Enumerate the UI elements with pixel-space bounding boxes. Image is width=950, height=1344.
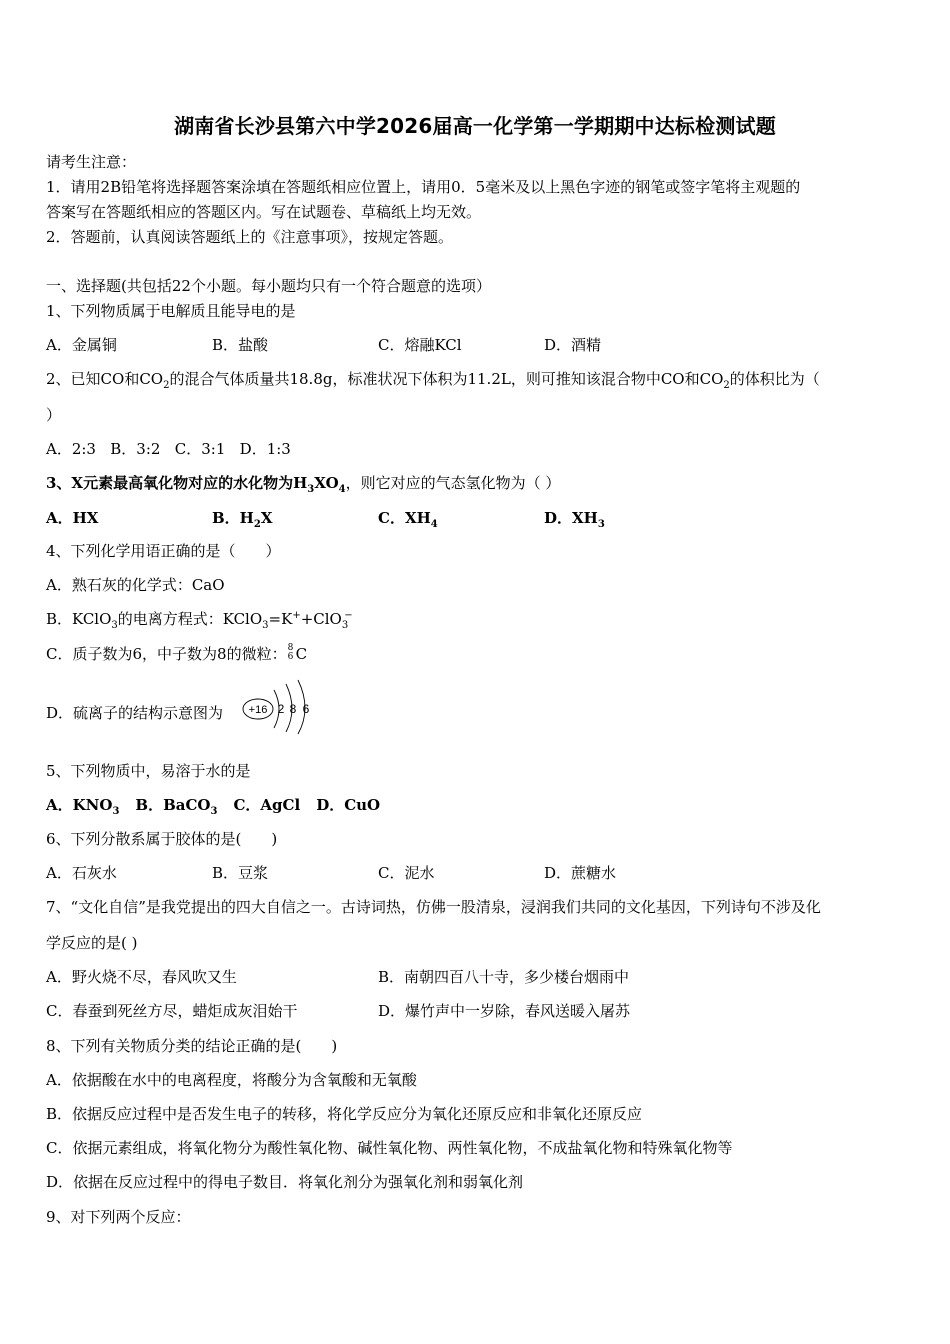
question-8-option-a: A．依据酸在水中的电离程度，将酸分为含氧酸和无氧酸 <box>46 1071 417 1089</box>
page-title: 湖南省长沙县第六中学2026届高一化学第一学期期中达标检测试题 <box>174 114 776 138</box>
q3-b-part-2: X <box>260 509 273 527</box>
notice-item-1-line-1: 1．请用2B铅笔将选择题答案涂填在答题纸相应位置上，请用0．5毫米及以上黑色字迹的钢笔或签字笔将主观题的 <box>46 178 801 196</box>
question-3-option-b <box>212 508 272 528</box>
question-6-option-d: D．蔗糖水 <box>544 864 617 882</box>
question-3-option-a: A．HX <box>46 509 99 527</box>
question-7-option-d: D．爆竹声中一岁除，春风送暖入屠苏 <box>378 1002 631 1020</box>
question-4-option-c <box>46 644 307 664</box>
question-4-option-b <box>46 609 353 629</box>
q4-b-part-1: B．KClO <box>46 610 112 628</box>
question-1-option-d: D．酒精 <box>544 336 602 354</box>
question-7-option-c: C．春蚕到死丝方尽，蜡炬成灰泪始干 <box>46 1002 298 1020</box>
q2-subscript-2: 2 <box>723 380 730 391</box>
q2-stem-part-1: 2、已知CO和CO <box>46 370 164 388</box>
question-3-stem <box>46 473 560 493</box>
q5-option-b: B．BaCO <box>135 796 211 814</box>
q2-stem-part-3: 的体积比为（ <box>729 370 820 388</box>
shell-3-electrons: 6 <box>302 702 310 716</box>
q4-c-mass-number: 8 <box>287 643 294 653</box>
question-5-stem: 5、下列物质中，易溶于水的是 <box>46 762 251 780</box>
question-1-option-c: C．熔融KCl <box>378 336 462 354</box>
shell-1-electrons: 2 <box>277 702 285 716</box>
q4-c-element: C <box>295 645 308 663</box>
nucleus-charge: +16 <box>248 704 268 716</box>
question-1-option-a: A．金属铜 <box>46 336 117 354</box>
question-1-stem: 1、下列物质属于电解质且能导电的是 <box>46 302 296 320</box>
question-1-option-b: B．盐酸 <box>212 336 269 354</box>
q3-stem-part-2: XO <box>314 474 339 492</box>
question-8-option-d: D．依据在反应过程中的得电子数目．将氧化剂分为强氧化剂和弱氧化剂 <box>46 1173 524 1191</box>
question-6-option-c: C．泥水 <box>378 864 435 882</box>
question-3-option-d <box>544 508 605 528</box>
q3-c-part-1: C．XH <box>378 509 431 527</box>
question-8-stem: 8、下列有关物质分类的结论正确的是( ) <box>46 1037 338 1055</box>
question-8-option-c: C．依据元素组成，将氧化物分为酸性氧化物、碱性氧化物、两性氧化物，不成盐氧化物和特殊氧化物等 <box>46 1139 733 1157</box>
q3-c-subscript: 4 <box>430 519 438 530</box>
q5-option-d: D．CuO <box>316 796 381 814</box>
question-6-stem: 6、下列分散系属于胶体的是( ) <box>46 830 278 848</box>
notice-heading: 请考生注意： <box>46 153 137 171</box>
question-9-stem: 9、对下列两个反应： <box>46 1208 191 1226</box>
question-7-stem-line-1: 7、“文化自信”是我党提出的四大自信之一。古诗词热，仿佛一股清泉，浸润我们共同的文化基因，下列诗句不涉及化 <box>46 898 821 916</box>
question-7-option-a: A．野火烧不尽，春风吹又生 <box>46 968 237 986</box>
q4-b-subscript-1: 3 <box>111 620 118 631</box>
q5-option-c: C．AgCl <box>233 796 301 814</box>
question-7-option-b: B．南朝四百八十寺，多少楼台烟雨中 <box>378 968 630 986</box>
q4-c-isotope-notation <box>287 644 296 664</box>
q3-d-part-1: D．XH <box>544 509 598 527</box>
q3-b-subscript: 2 <box>253 519 261 530</box>
question-4-stem: 4、下列化学用语正确的是（ ） <box>46 542 281 560</box>
question-5-options <box>46 795 380 815</box>
q4-b-superscript-2: − <box>344 610 353 621</box>
question-2-stem <box>46 369 820 389</box>
q3-d-subscript: 3 <box>597 519 605 530</box>
q3-stem-part-3: ，则它对应的气态氢化物为（ ） <box>345 474 561 492</box>
q3-stem-part-1: 3、X元素最高氧化物对应的水化物为H <box>46 474 308 492</box>
q3-b-part-1: B．H <box>212 509 254 527</box>
q5-option-a: A．KNO <box>46 796 113 814</box>
notice-item-2: 2．答题前，认真阅读答题纸上的《注意事项》，按规定答题。 <box>46 228 454 246</box>
q4-c-part-1: C．质子数为6，中子数为8的微粒： <box>46 645 287 663</box>
question-2-options: A．2:3 B．3:2 C．3:1 D．1:3 <box>46 440 291 458</box>
question-3-option-c <box>378 508 438 528</box>
question-6-option-b: B．豆浆 <box>212 864 269 882</box>
question-7-stem-line-2: 学反应的是( ) <box>46 934 138 952</box>
question-6-option-a: A．石灰水 <box>46 864 117 882</box>
question-8-option-b: B．依据反应过程中是否发生电子的转移，将化学反应分为氧化还原反应和非氧化还原反应 <box>46 1105 643 1123</box>
q4-c-atomic-number: 6 <box>287 652 294 662</box>
q4-b-superscript-1: + <box>292 610 301 621</box>
q5-a-subscript: 3 <box>112 806 120 817</box>
notice-item-1-line-2: 答案写在答题纸相应的答题区内。写在试题卷、草稿纸上均无效。 <box>46 203 482 221</box>
q2-subscript-1: 2 <box>163 380 170 391</box>
q5-b-subscript: 3 <box>210 806 218 817</box>
q3-subscript-4: 4 <box>338 484 346 495</box>
sulfur-ion-structure-diagram <box>240 676 320 736</box>
section-heading: 一、选择题(共包括22个小题。每小题均只有一个符合题意的选项） <box>46 277 491 295</box>
q4-b-part-4: +ClO <box>300 610 342 628</box>
q4-b-part-2: 的电离方程式：KClO <box>117 610 263 628</box>
question-2-stem-end: ） <box>46 406 62 424</box>
q4-b-subscript-2: 3 <box>262 620 269 631</box>
question-4-option-a: A．熟石灰的化学式：CaO <box>46 576 225 594</box>
q4-b-subscript-3: 3 <box>341 620 349 631</box>
q4-b-part-3: =K <box>268 610 293 628</box>
q3-subscript-3: 3 <box>307 484 315 495</box>
shell-2-electrons: 8 <box>289 702 297 716</box>
q2-stem-part-2: 的混合气体质量共18.8g，标准状况下体积为11.2L，则可推知该混合物中CO和CO <box>169 370 724 388</box>
question-4-option-d: D．硫离子的结构示意图为 <box>46 704 224 722</box>
